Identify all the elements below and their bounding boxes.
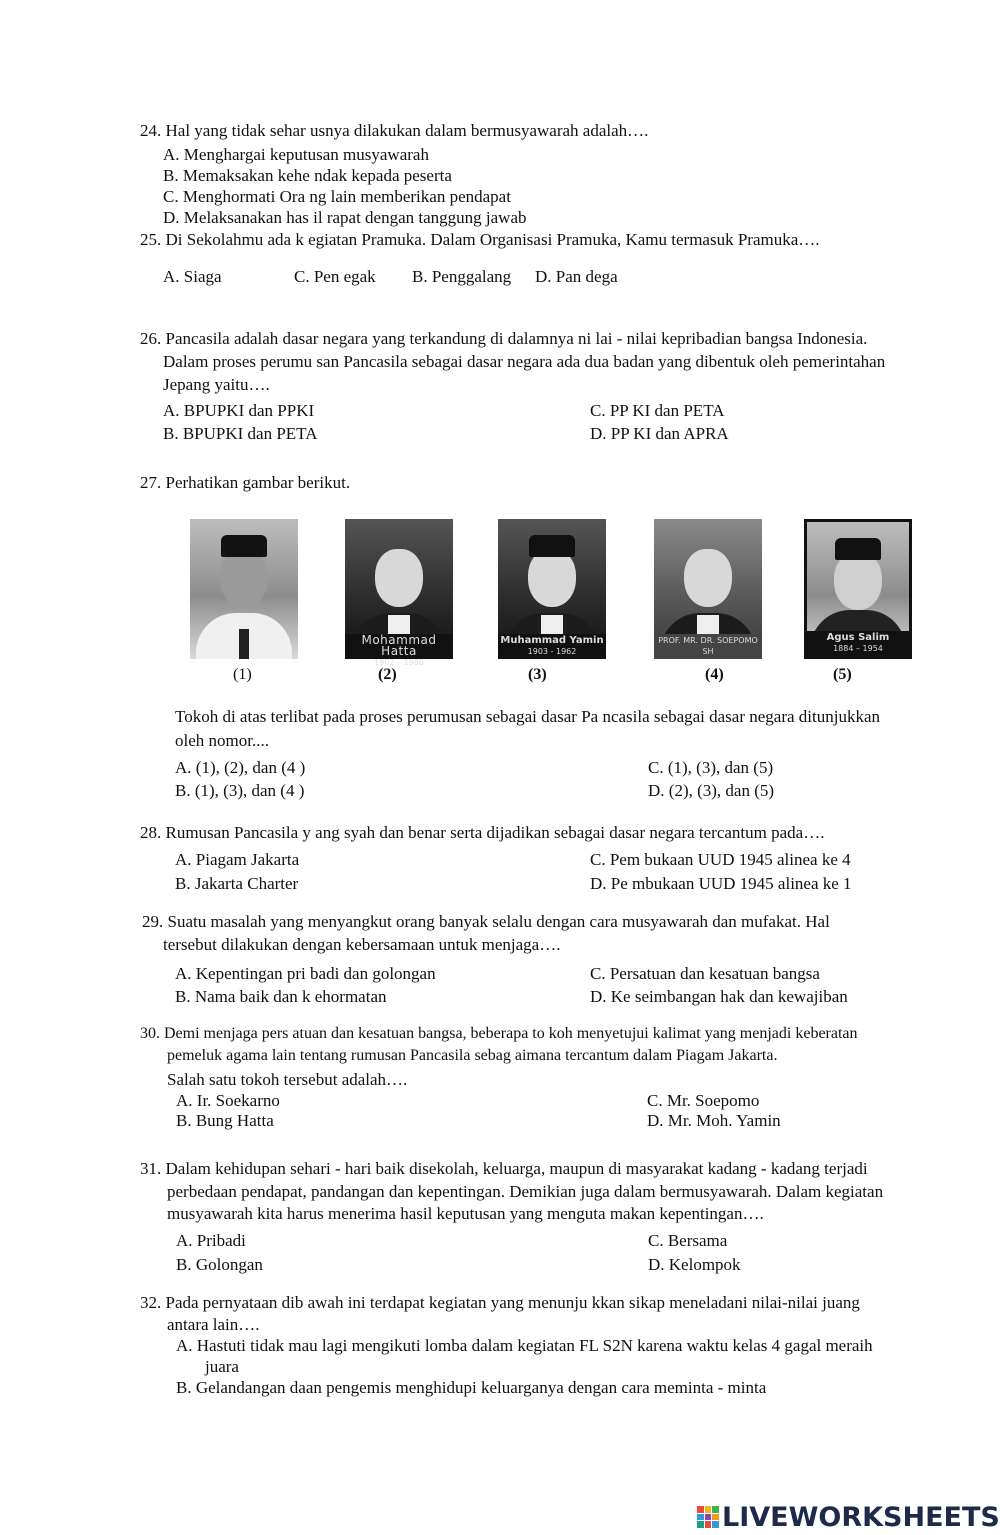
q28-option-b[interactable]: B. Jakarta Charter xyxy=(175,874,299,893)
portrait-5-years: 1884 – 1954 xyxy=(833,644,883,653)
q29-option-b[interactable]: B. Nama baik dan k ehormatan xyxy=(175,987,387,1006)
q25-option-b[interactable]: B. Penggalang xyxy=(412,267,512,286)
q27-option-c[interactable]: C. (1), (3), dan (5) xyxy=(648,758,774,777)
q27-description: Tokoh di atas terlibat pada proses perumusan sebagai dasar Pa ncasila sebagai dasar negara ditunjukkan xyxy=(175,707,881,726)
q31-option-d[interactable]: D. Kelompok xyxy=(648,1255,741,1274)
portrait-2-years: 1902 – 1980 xyxy=(374,658,424,667)
q24-option-d[interactable]: D. Melaksanakan has il rapat dengan tanggung jawab xyxy=(163,208,527,227)
q28-option-a[interactable]: A. Piagam Jakarta xyxy=(175,850,300,869)
q32-option-b[interactable]: B. Gelandangan daan pengemis menghidupi keluarganya dengan cara meminta - minta xyxy=(176,1378,767,1397)
portrait-5-label: (5) xyxy=(833,666,852,683)
portrait-5-caption: Agus Salim xyxy=(826,632,890,643)
q27-description-line2: oleh nomor.... xyxy=(175,731,269,750)
q30-option-b[interactable]: B. Bung Hatta xyxy=(176,1111,274,1130)
q30-option-c[interactable]: C. Mr. Soepomo xyxy=(647,1091,760,1110)
portrait-1-label: (1) xyxy=(233,666,252,683)
q27-option-a[interactable]: A. (1), (2), dan (4 ) xyxy=(175,758,306,777)
portrait-3-years: 1903 - 1962 xyxy=(527,647,577,656)
portrait-4 xyxy=(654,519,762,659)
q31-option-b[interactable]: B. Golongan xyxy=(176,1255,263,1274)
q29-stem: 29. Suatu masalah yang menyangkut orang banyak selalu dengan cara musyawarah dan mufakat. Hal xyxy=(142,912,830,931)
q30-option-a[interactable]: A. Ir. Soekarno xyxy=(176,1091,280,1110)
q26-stem: 26. Pancasila adalah dasar negara yang terkandung di dalamnya ni lai - nilai kepribadian bangsa Indonesia. xyxy=(140,329,868,348)
q24-option-c[interactable]: C. Menghormati Ora ng lain memberikan pendapat xyxy=(163,187,511,206)
q29-option-d[interactable]: D. Ke seimbangan hak dan kewajiban xyxy=(590,987,848,1006)
q26-option-c[interactable]: C. PP KI dan PETA xyxy=(590,401,725,420)
q31-option-a[interactable]: A. Pribadi xyxy=(176,1231,246,1250)
q25-option-c[interactable]: C. Pen egak xyxy=(294,267,376,286)
q26-option-b[interactable]: B. BPUPKI dan PETA xyxy=(163,424,318,443)
q28-option-c[interactable]: C. Pem bukaan UUD 1945 alinea ke 4 xyxy=(590,850,851,869)
q31-stem-line2: perbedaan pendapat, pandangan dan kepentingan. Demikian juga dalam bermusyawarah. Dalam kegiatan xyxy=(167,1182,884,1201)
portrait-5 xyxy=(804,519,912,659)
q27-stem: 27. Perhatikan gambar berikut. xyxy=(140,473,351,492)
q28-stem: 28. Rumusan Pancasila y ang syah dan benar serta dijadikan sebagai dasar negara tercantum pada…. xyxy=(140,823,825,842)
q32-stem-line2: antara lain…. xyxy=(167,1315,260,1334)
q30-stem-line3: Salah satu tokoh tersebut adalah…. xyxy=(167,1070,408,1089)
q30-stem-line2: pemeluk agama lain tentang rumusan Pancasila sebag aimana tercantum dalam Piagam Jakarta. xyxy=(167,1047,778,1064)
q29-stem-line2: tersebut dilakukan dengan kebersamaan untuk menjaga…. xyxy=(163,935,561,954)
q25-option-a[interactable]: A. Siaga xyxy=(163,267,222,286)
portrait-2-caption: Mohammad Hatta xyxy=(361,633,437,658)
q26-option-d[interactable]: D. PP KI dan APRA xyxy=(590,424,729,443)
q24-option-b[interactable]: B. Memaksakan kehe ndak kepada peserta xyxy=(163,166,452,185)
portrait-2 xyxy=(345,519,453,667)
q31-option-c[interactable]: C. Bersama xyxy=(648,1231,728,1250)
portrait-3-caption: Muhammad Yamin xyxy=(500,635,604,646)
q32-option-a-line2: juara xyxy=(205,1357,239,1376)
q26-option-a[interactable]: A. BPUPKI dan PPKI xyxy=(163,401,315,420)
portrait-4-label: (4) xyxy=(705,666,724,683)
q26-stem-line2: Dalam proses perumu san Pancasila sebagai dasar negara ada dua badan yang dibentuk oleh pemerintahan xyxy=(163,352,886,371)
q29-option-c[interactable]: C. Persatuan dan kesatuan bangsa xyxy=(590,964,820,983)
q25-option-d[interactable]: D. Pan dega xyxy=(535,267,618,286)
portrait-3 xyxy=(498,519,606,659)
q27-option-d[interactable]: D. (2), (3), dan (5) xyxy=(648,781,775,800)
portrait-1 xyxy=(190,519,298,659)
logo-text: LIVEWORKSHEETS xyxy=(722,1501,1000,1533)
q30-option-d[interactable]: D. Mr. Moh. Yamin xyxy=(647,1111,781,1130)
q32-stem: 32. Pada pernyataan dib awah ini terdapat kegiatan yang menunju kkan sikap meneladani nilai-nilai juang xyxy=(140,1293,860,1312)
q25-stem: 25. Di Sekolahmu ada k egiatan Pramuka. Dalam Organisasi Pramuka, Kamu termasuk Pramuka…. xyxy=(140,230,820,249)
q29-option-a[interactable]: A. Kepentingan pri badi dan golongan xyxy=(175,964,436,983)
q31-stem: 31. Dalam kehidupan sehari - hari baik disekolah, keluarga, maupun di masyarakat kadang - kadang terjadi xyxy=(140,1159,868,1178)
q28-option-d[interactable]: D. Pe mbukaan UUD 1945 alinea ke 1 xyxy=(590,874,852,893)
portrait-3-label: (3) xyxy=(528,666,547,683)
q24-option-a[interactable]: A. Menghargai keputusan musyawarah xyxy=(163,145,429,164)
portrait-4-caption: PROF. MR. DR. SOEPOMO SH xyxy=(658,636,758,656)
logo-grid-icon xyxy=(697,1506,719,1528)
q31-stem-line3: musyawarah kita harus menerima hasil keputusan yang menguta makan kepentingan…. xyxy=(167,1204,764,1223)
q32-option-a[interactable]: A. Hastuti tidak mau lagi mengikuti lomba dalam kegiatan FL S2N karena waktu kelas 4 gagal meraih xyxy=(176,1336,873,1355)
q26-stem-line3: Jepang yaitu…. xyxy=(163,375,270,394)
liveworksheets-logo[interactable] xyxy=(697,1500,1000,1534)
q27-option-b[interactable]: B. (1), (3), dan (4 ) xyxy=(175,781,305,800)
q24-stem: 24. Hal yang tidak sehar usnya dilakukan dalam bermusyawarah adalah…. xyxy=(140,121,649,140)
q30-stem: 30. Demi menjaga pers atuan dan kesatuan bangsa, beberapa to koh menyetujui kalimat yang menjadi keberatan xyxy=(140,1025,858,1042)
portrait-2-label: (2) xyxy=(378,666,397,683)
